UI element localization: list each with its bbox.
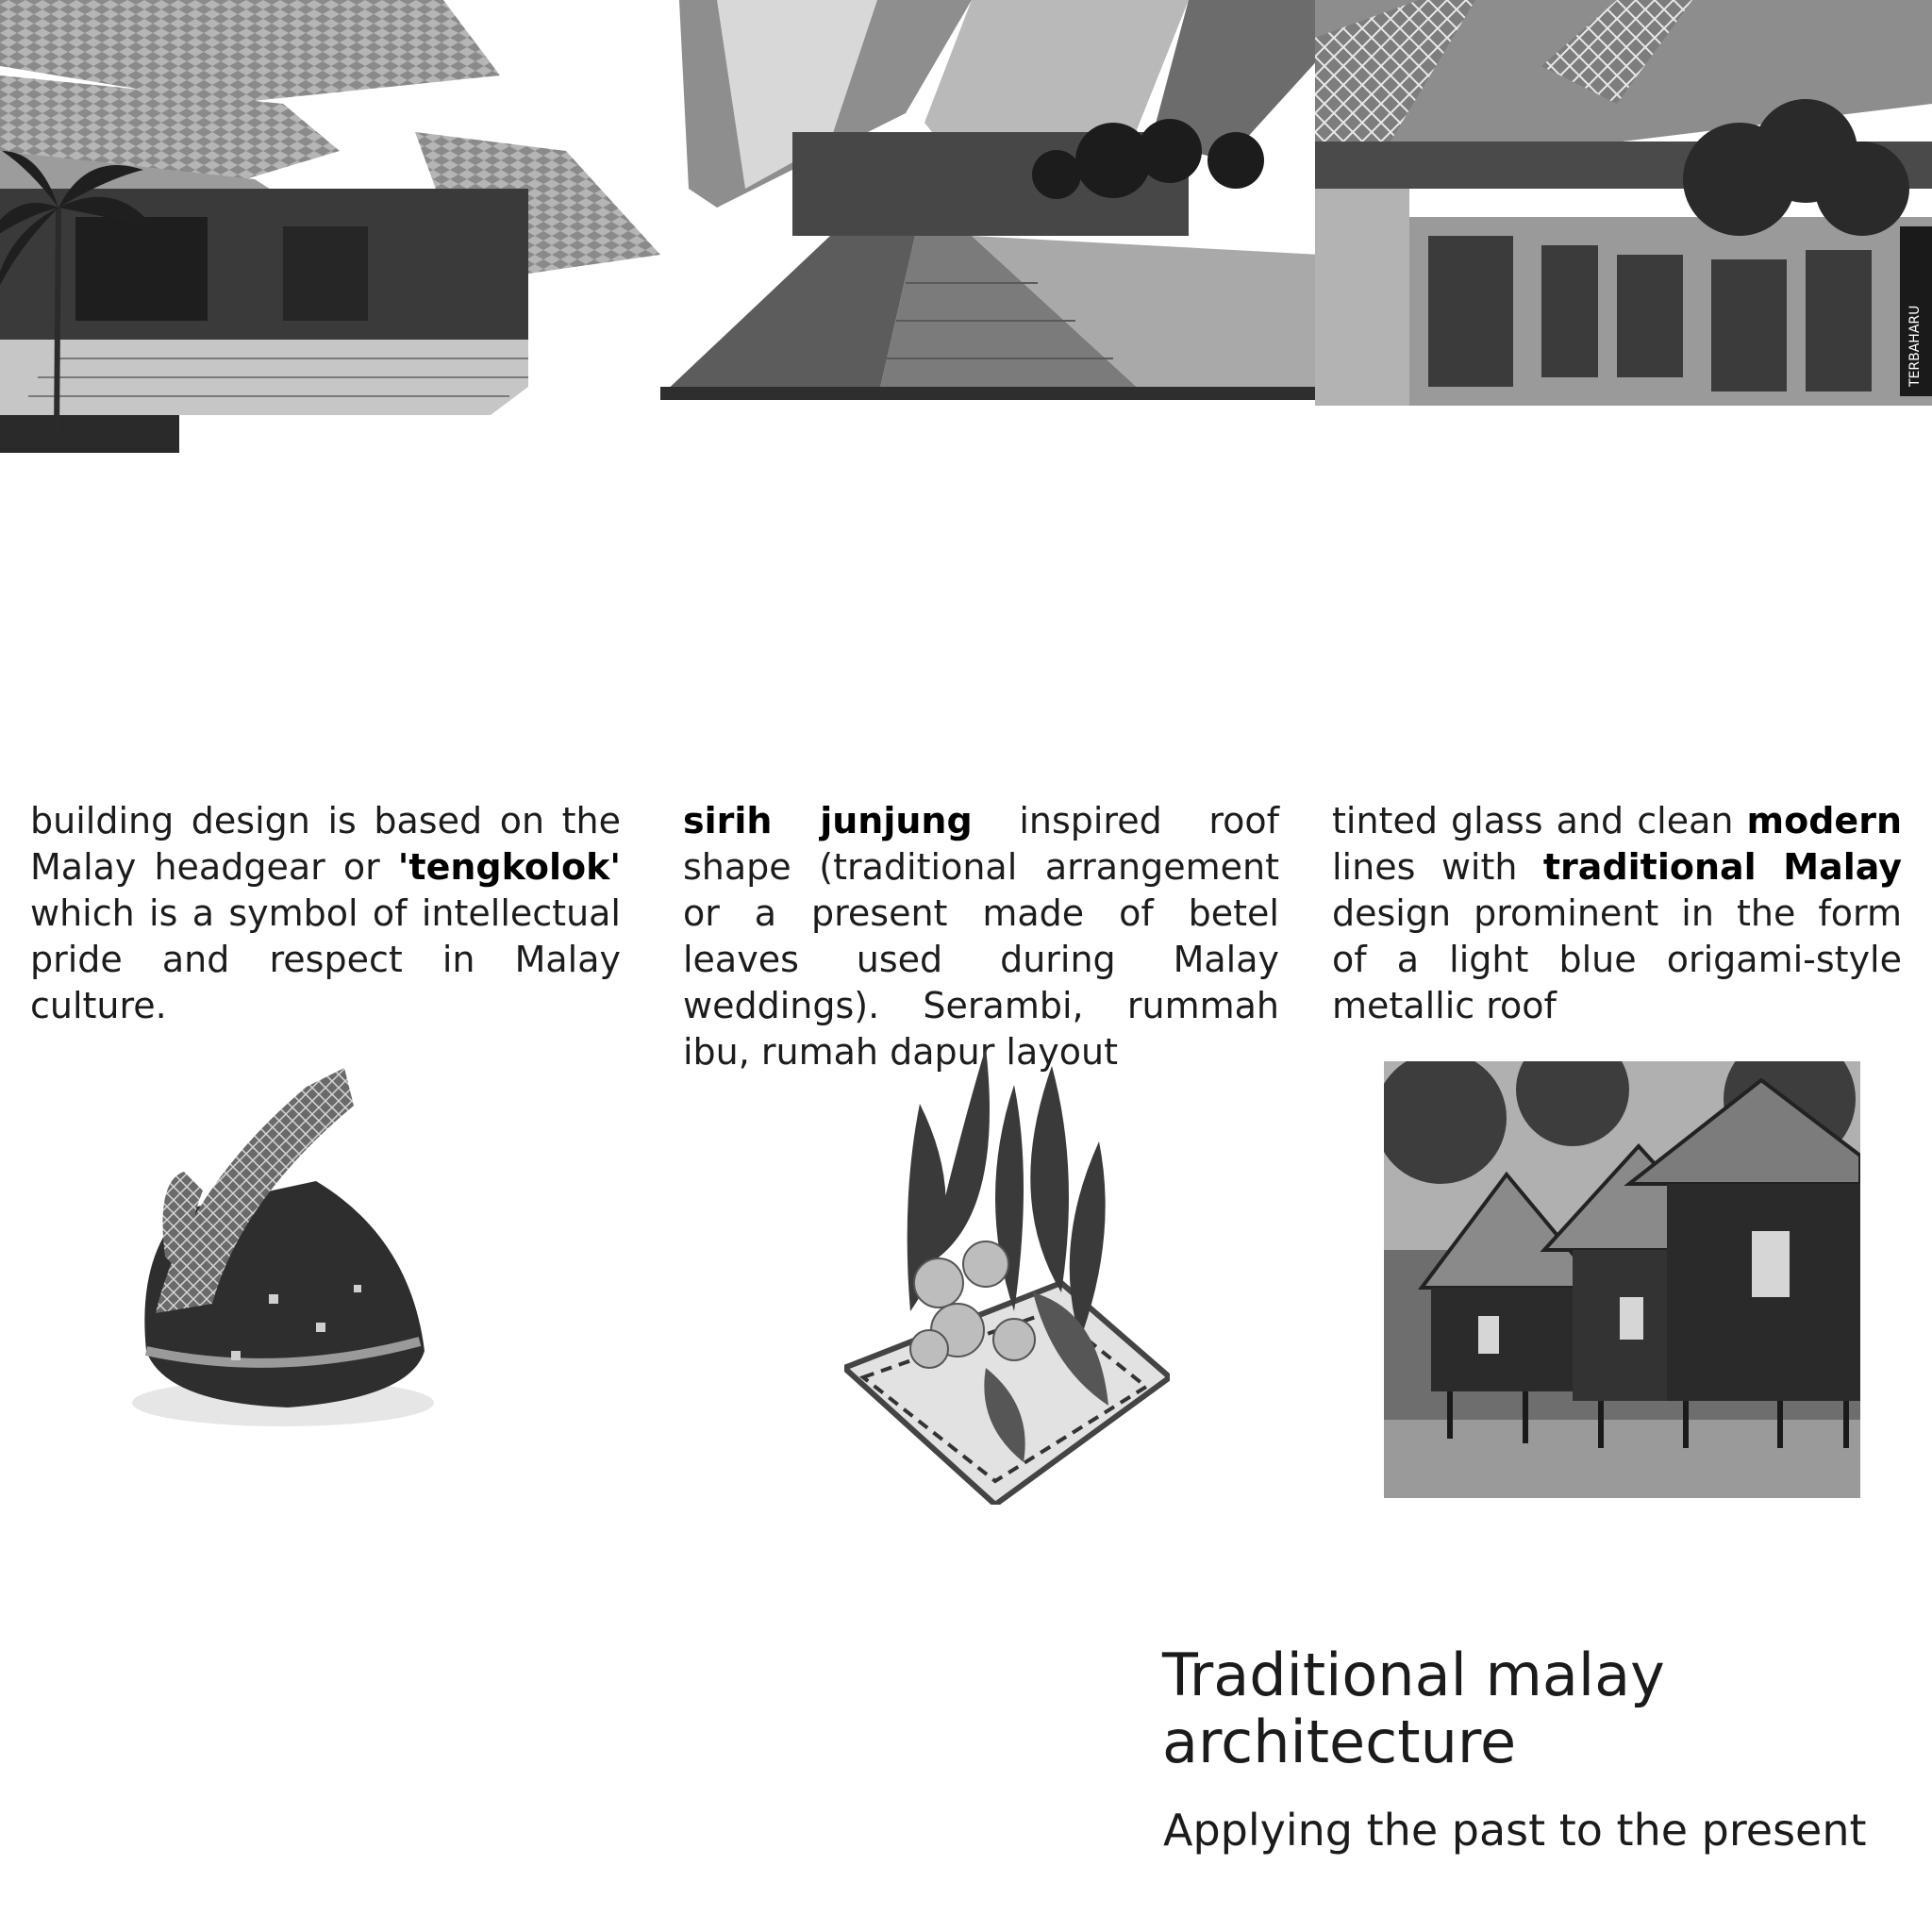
caption-3-tail: design prominent in the form of a light blue origami-style metallic roof	[1332, 892, 1902, 1026]
caption-1-lead: building design is based on the Malay headgear or	[30, 800, 621, 888]
caption-1-body: which is a symbol of intellectual pride and respect in Malay culture.	[30, 892, 621, 1026]
walkway-roof-photo	[660, 0, 1321, 400]
caption-3-lead: tinted glass and clean	[1332, 800, 1747, 841]
museum-facade-photo	[1315, 0, 1932, 406]
caption-3-bold-modern: modern	[1746, 800, 1902, 841]
library-building-photo	[0, 0, 672, 453]
caption-3-mid: lines with	[1332, 846, 1543, 888]
caption-modern-traditional	[1332, 798, 1902, 1029]
caption-1-bold: 'tengkolok'	[397, 846, 621, 888]
traditional-malay-house-photo	[1384, 1061, 1860, 1498]
page-title: Traditional malay architecture	[1162, 1641, 1665, 1776]
caption-2-body: inspired roof shape (traditional arrangement or a present made of betel leaves used during Malay weddings). Serambi, rummah ibu, rumah dapur layout	[683, 800, 1280, 1073]
museum-banner-text: TERBAHARU	[1907, 305, 1923, 387]
caption-tengkolok	[30, 798, 621, 1029]
caption-3-bold-traditional: traditional Malay	[1542, 846, 1903, 888]
caption-2-bold: sirih junjung	[683, 800, 973, 841]
tengkolok-headgear-image	[127, 1068, 439, 1436]
sirih-junjung-arrangement-image	[844, 1028, 1170, 1505]
page-subtitle: Applying the past to the present	[1163, 1805, 1867, 1856]
